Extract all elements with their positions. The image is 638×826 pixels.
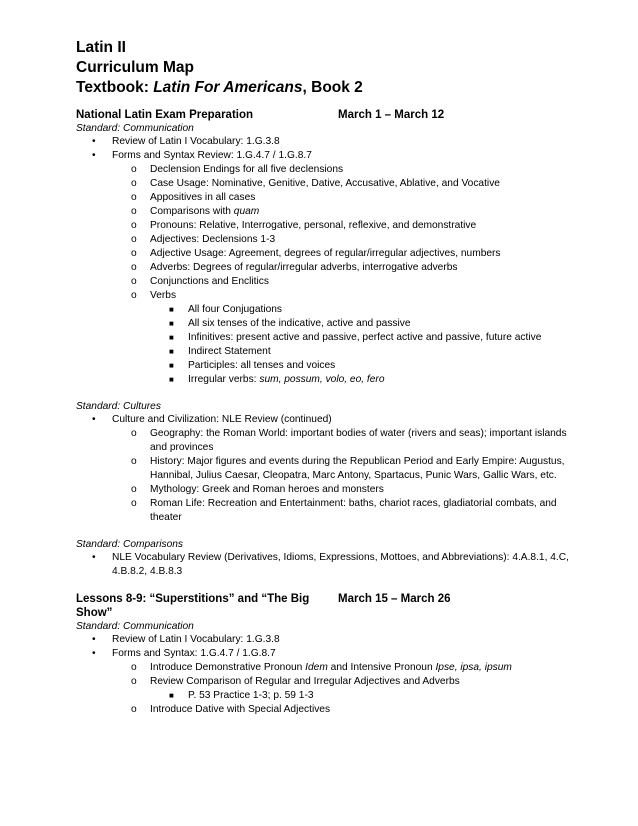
outline-item-level-1 (76, 135, 576, 149)
item-text: Forms and Syntax Review: 1.G.4.7 / 1.G.8.7 (112, 150, 312, 161)
outline-item-level-2 (76, 177, 576, 191)
outline-list (76, 551, 576, 579)
item-text: Introduce Demonstrative Pronoun (150, 662, 306, 673)
bullet-marker: o (131, 276, 137, 287)
item-text: Infinitives: present active and passive, perfect active and passive, future active (188, 332, 542, 343)
item-text: Roman Life: Recreation and Entertainment: baths, chariot races, gladiatorial combats, and theater (150, 498, 557, 523)
bullet-marker: • (92, 634, 96, 645)
section-heading (76, 108, 576, 122)
item-text: Introduce Dative with Special Adjectives (150, 704, 331, 715)
bullet-marker: o (131, 290, 137, 301)
standard-label: Standard: Cultures (76, 401, 161, 412)
bullet-marker: o (131, 484, 137, 495)
bullet-marker: o (131, 220, 137, 231)
outline-item-level-1 (76, 551, 576, 579)
sub-list (76, 427, 576, 525)
bullet-marker: o (131, 498, 137, 509)
section-heading (76, 592, 576, 620)
bullet-marker: o (131, 164, 137, 175)
document-subtitle: Curriculum Map (76, 59, 194, 76)
spacer (76, 579, 576, 592)
bullet-marker: o (131, 262, 137, 273)
outline-item-level-2 (76, 289, 576, 303)
item-text: Appositives in all cases (150, 192, 256, 203)
standard-label: Standard: Communication (76, 621, 194, 632)
outline-list (76, 135, 576, 387)
item-text: History: Major figures and events during the Republican Period and Early Empire: Augustus, Hannibal, Julius Caesar, Cleopatra, Marc Antony, Spartacus, Punic Wars, Gallic Wars, etc. (150, 456, 565, 481)
item-text: Verbs (150, 290, 177, 301)
outline-item-level-2 (76, 247, 576, 261)
outline-item-level-2 (76, 219, 576, 233)
outline-item-level-2 (76, 427, 576, 455)
textbook-label: Textbook: (76, 79, 154, 96)
outline-item-level-1 (76, 633, 576, 647)
bullet-marker: o (131, 234, 137, 245)
document-page (76, 38, 576, 717)
item-text: Geography: the Roman World: important bodies of water (rivers and seas); important islands and provinces (150, 428, 567, 453)
bullet-marker: • (92, 648, 96, 659)
item-text: All four Conjugations (188, 304, 283, 315)
standard-label: Standard: Communication (76, 123, 194, 134)
section-title: National Latin Exam Preparation (76, 109, 254, 121)
item-text: Review Comparison of Regular and Irregular Adjectives and Adverbs (150, 676, 460, 687)
outline-item-level-2 (76, 233, 576, 247)
section-dates: March 1 – March 12 (338, 109, 445, 121)
outline-item-level-3 (76, 345, 576, 359)
bullet-marker: • (92, 136, 96, 147)
outline-item-level-3 (76, 373, 576, 387)
bullet-marker: • (92, 150, 96, 161)
outline-item-level-2 (76, 163, 576, 177)
item-text-continued: and Intensive Pronoun (327, 662, 436, 673)
bullet-marker: ■ (169, 319, 174, 328)
outline-item-level-1 (76, 149, 576, 163)
sub-list (76, 661, 576, 717)
item-text: Conjunctions and Enclitics (150, 276, 269, 287)
spacer (76, 525, 576, 538)
spacer (76, 387, 576, 400)
outline-item-level-1 (76, 647, 576, 661)
bullet-marker: ■ (169, 375, 174, 384)
outline-list (76, 413, 576, 525)
item-emphasis: quam (233, 206, 260, 217)
outline-item-level-3 (76, 317, 576, 331)
item-text: Review of Latin I Vocabulary: 1.G.3.8 (112, 136, 280, 147)
item-text: Adjectives: Declensions 1-3 (150, 234, 276, 245)
outline-item-level-3 (76, 359, 576, 373)
bullet-marker: ■ (169, 691, 174, 700)
item-text: P. 53 Practice 1-3; p. 59 1-3 (188, 690, 314, 701)
bullet-marker: o (131, 662, 137, 673)
bullet-marker: ■ (169, 333, 174, 342)
item-text: Indirect Statement (188, 346, 271, 357)
item-text: Pronouns: Relative, Interrogative, personal, reflexive, and demonstrative (150, 220, 477, 231)
item-text: All six tenses of the indicative, active and passive (188, 318, 411, 329)
section-title: Lessons 8-9: “Superstitions” and “The Big Show” (76, 593, 310, 619)
item-text: NLE Vocabulary Review (Derivatives, Idioms, Expressions, Mottoes, and Abbreviations): 4.A.8.1, 4.C, 4.B.8.2, 4.B.8.3 (112, 552, 569, 577)
outline-item-level-2 (76, 675, 576, 689)
item-text: Declension Endings for all five declensions (150, 164, 344, 175)
outline-item-level-1 (76, 413, 576, 427)
outline-list (76, 633, 576, 717)
bullet-marker: o (131, 192, 137, 203)
item-emphasis: Idem (305, 662, 328, 673)
bullet-marker: o (131, 456, 137, 467)
outline-item-level-2 (76, 205, 576, 219)
bullet-marker: o (131, 178, 137, 189)
textbook-line (76, 78, 576, 98)
item-text: Adjective Usage: Agreement, degrees of regular/irregular adjectives, numbers (150, 248, 501, 259)
standard-label: Standard: Comparisons (76, 539, 184, 550)
bullet-marker: ■ (169, 361, 174, 370)
outline-item-level-2 (76, 483, 576, 497)
outline-item-level-2 (76, 275, 576, 289)
sub-list (76, 163, 576, 387)
bullet-marker: o (131, 676, 137, 687)
item-text: Comparisons with (150, 206, 234, 217)
item-text: Case Usage: Nominative, Genitive, Dative, Accusative, Ablative, and Vocative (150, 178, 500, 189)
item-emphasis: sum, possum, volo, eo, fero (259, 374, 385, 385)
bullet-marker: o (131, 248, 137, 259)
outline-item-level-2 (76, 497, 576, 525)
textbook-suffix: , Book 2 (302, 79, 363, 96)
bullet-marker: o (131, 206, 137, 217)
document-title: Latin II (76, 39, 126, 56)
outline-item-level-3 (76, 331, 576, 345)
sections-container (76, 108, 576, 717)
item-text: Irregular verbs: (188, 374, 260, 385)
item-text: Culture and Civilization: NLE Review (continued) (112, 414, 332, 425)
item-text: Mythology: Greek and Roman heroes and monsters (150, 484, 384, 495)
item-emphasis: Ipse, ipsa, ipsum (435, 662, 512, 673)
sub-list (76, 689, 576, 703)
textbook-title: Latin For Americans (153, 79, 303, 96)
bullet-marker: ■ (169, 347, 174, 356)
section-dates: March 15 – March 26 (338, 593, 451, 605)
outline-item-level-2 (76, 703, 576, 717)
bullet-marker: o (131, 704, 137, 715)
item-text: Adverbs: Degrees of regular/irregular adverbs, interrogative adverbs (150, 262, 458, 273)
outline-item-level-3 (76, 689, 576, 703)
outline-item-level-3 (76, 303, 576, 317)
sub-list (76, 303, 576, 387)
item-text: Forms and Syntax: 1.G.4.7 / 1.G.8.7 (112, 648, 276, 659)
bullet-marker: • (92, 414, 96, 425)
item-text: Participles: all tenses and voices (188, 360, 336, 371)
outline-item-level-2 (76, 455, 576, 483)
outline-item-level-2 (76, 261, 576, 275)
bullet-marker: • (92, 552, 96, 563)
bullet-marker: o (131, 428, 137, 439)
item-text: Review of Latin I Vocabulary: 1.G.3.8 (112, 634, 280, 645)
outline-item-level-2 (76, 661, 576, 675)
bullet-marker: ■ (169, 305, 174, 314)
outline-item-level-2 (76, 191, 576, 205)
